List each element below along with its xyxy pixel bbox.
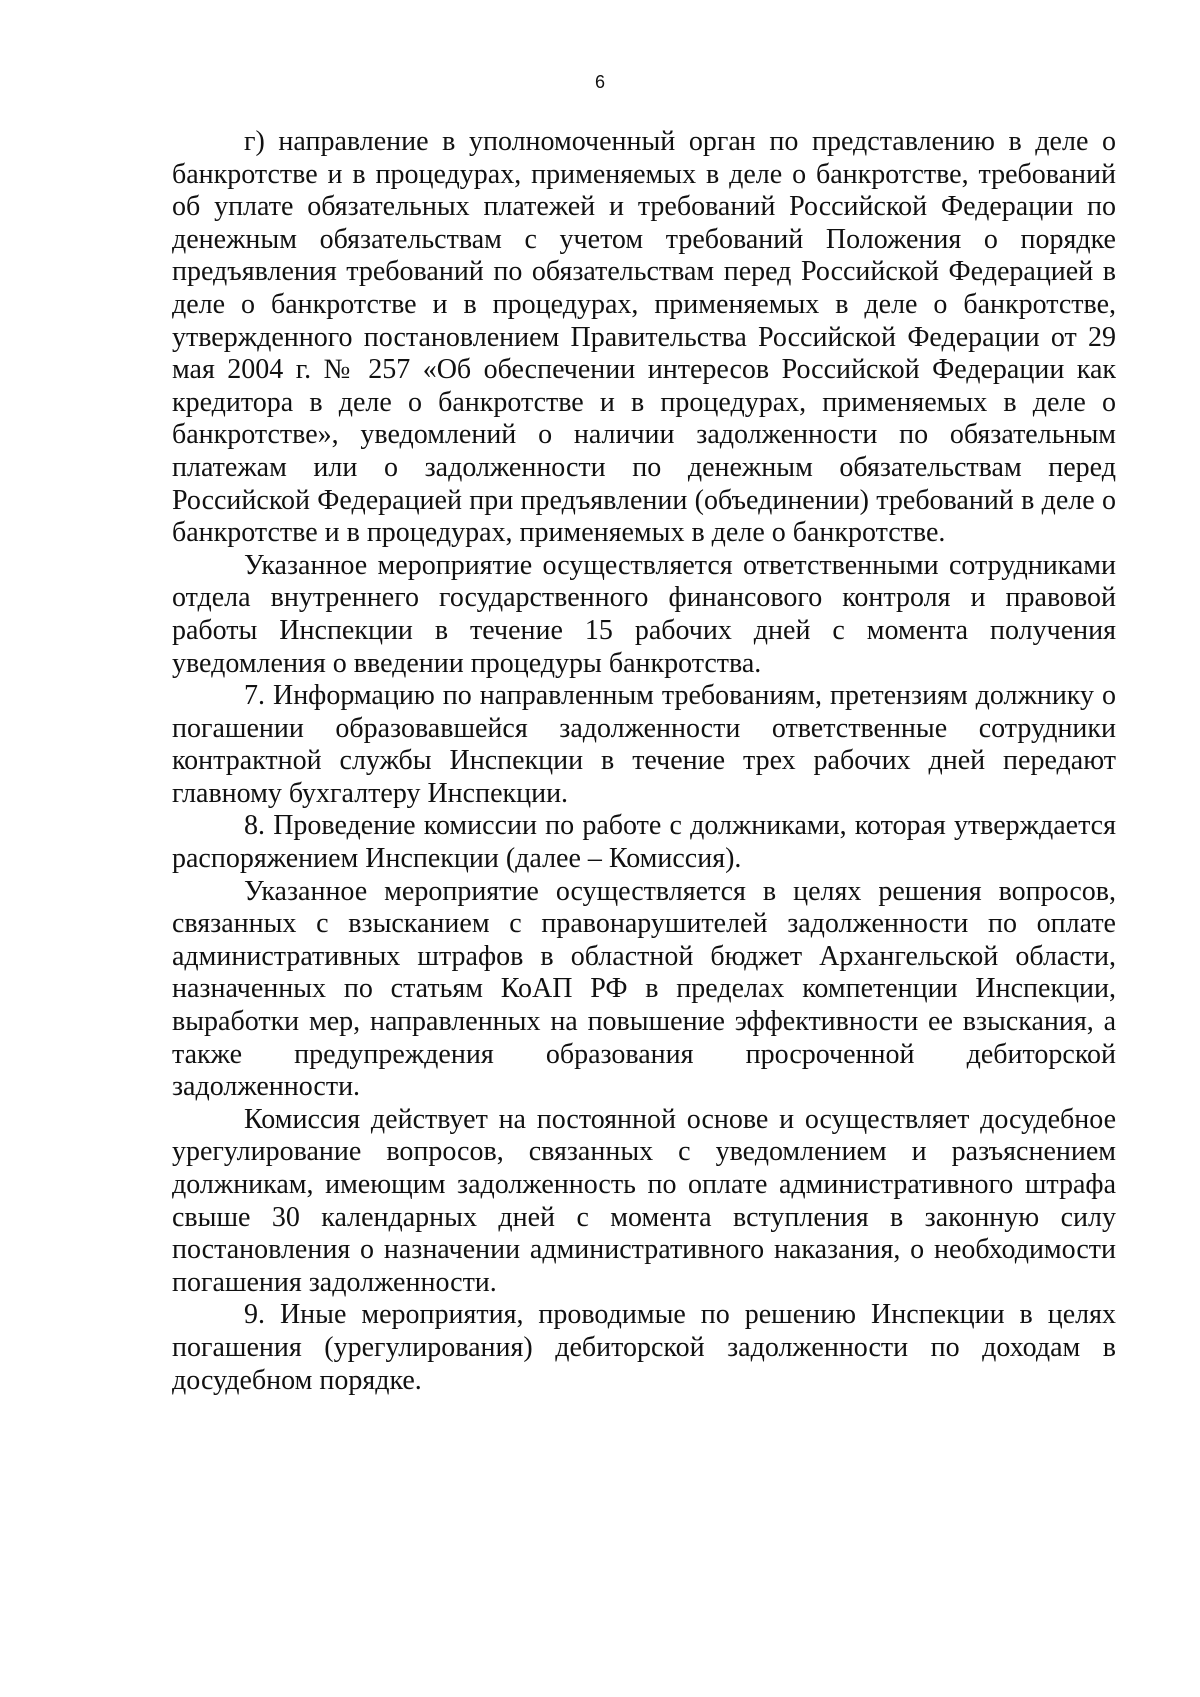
- paragraph-bankruptcy-responsible: Указанное мероприятие осуществляется ответственными сотрудниками отдела внутреннего государственного финансового контроля и правовой работы Инспекции в течение 15 рабочих дней с момента получения уведомления о введении процедуры банкротства.: [172, 549, 1116, 679]
- paragraph-item-g: г) направление в уполномоченный орган по представлению в деле о банкротстве и в процедурах, применяемых в деле о банкротстве, требований об уплате обязательных платежей и требований Российской Федерации по денежным обязательствам с учетом требований Положения о порядке предъявления требований по обязательствам перед Российской Федерацией в деле о банкротстве и в процедурах, применяемых в деле о банкротстве, утвержденного постановлением Правительства Российской Федерации от 29 мая 2004 г. № 257 «Об обеспечении интересов Российской Федерации как кредитора в деле о банкротстве и в процедурах, применяемых в деле о банкротстве», уведомлений о наличии задолженности по обязательным платежам или о задолженности по денежным обязательствам перед Российской Федерацией при предъявлении (объединении) требований в деле о банкротстве и в процедурах, применяемых в деле о банкротстве.: [172, 126, 1116, 549]
- page-number: 6: [594, 72, 605, 92]
- paragraph-item-8: 8. Проведение комиссии по работе с должниками, которая утверждается распоряжением Инспекции (далее – Комиссия).: [172, 810, 1116, 875]
- paragraph-item-7: 7. Информацию по направленным требованиям, претензиям должнику о погашении образовавшейся задолженности ответственные сотрудники контрактной службы Инспекции в течение трех рабочих дней передают главному бухгалтеру Инспекции.: [172, 680, 1116, 809]
- paragraph-commission-purpose: Указанное мероприятие осуществляется в целях решения вопросов, связанных с взысканием с правонарушителей задолженности по оплате административных штрафов в областной бюджет Архангельской области, назначенных по статьям КоАП РФ в пределах компетенции Инспекции, выработки мер, направленных на повышение эффективности ее взыскания, а также предупреждения образования просроченной дебиторской задолженности.: [172, 875, 1116, 1103]
- paragraph-item-9: 9. Иные мероприятия, проводимые по решению Инспекции в целях погашения (урегулирования) дебиторской задолженности по доходам в досудебном порядке.: [172, 1299, 1116, 1396]
- paragraph-commission-operation: Комиссия действует на постоянной основе и осуществляет досудебное урегулирование вопросов, связанных с уведомлением и разъяснением должникам, имеющим задолженность по оплате административного штрафа свыше 30 календарных дней с момента вступления в законную силу постановления о назначении административного наказания, о необходимости погашения задолженности.: [172, 1103, 1116, 1298]
- document-body: [172, 126, 1116, 1397]
